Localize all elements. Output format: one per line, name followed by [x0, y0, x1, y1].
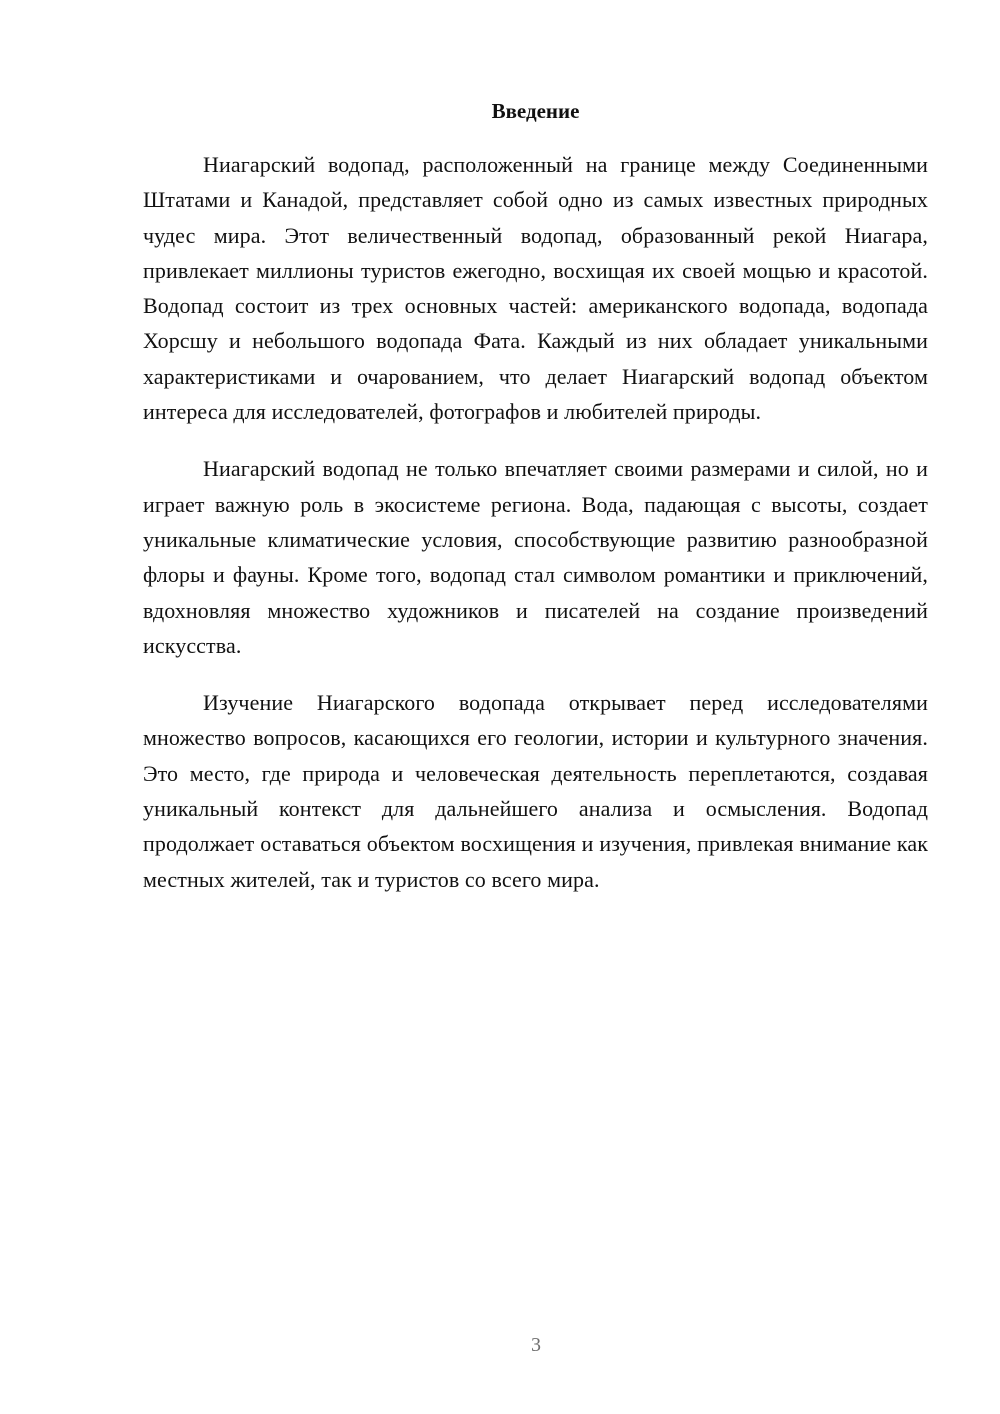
paragraph-2: Ниагарский водопад не только впечатляет своими размерами и силой, но и играет важную роль в экосистеме региона. Вода, падающая с высоты, создает уникальные климатические условия, способствующие развитию разнообразной флоры и фауны. Кроме того, водопад стал символом романтики и приключений, вдохновляя множество художников и писателей на создание произведений искусства. — [143, 456, 928, 658]
section-title: Введение — [491, 99, 580, 123]
page-number: 3 — [531, 1334, 541, 1356]
page-content — [143, 98, 928, 919]
paragraph-3: Изучение Ниагарского водопада открывает перед исследователями множество вопросов, касающихся его геологии, истории и культурного значения. Это место, где природа и человеческая деятельность переплетаются, создавая уникальный контекст для дальнейшего анализа и осмысления. Водопад продолжает оставаться объектом восхищения и изучения, привлекая внимание как местных жителей, так и туристов со всего мира. — [143, 690, 928, 892]
paragraph-1: Ниагарский водопад, расположенный на границе между Соединенными Штатами и Канадой, представляет собой одно из самых известных природных чудес мира. Этот величественный водопад, образованный рекой Ниагара, привлекает миллионы туристов ежегодно, восхищая их своей мощью и красотой. Водопад состоит из трех основных частей: американского водопада, водопада Хорсшу и небольшого водопада Фата. Каждый из них обладает уникальными характеристиками и очарованием, что делает Ниагарский водопад объектом интереса для исследователей, фотографов и любителей природы. — [143, 152, 928, 425]
